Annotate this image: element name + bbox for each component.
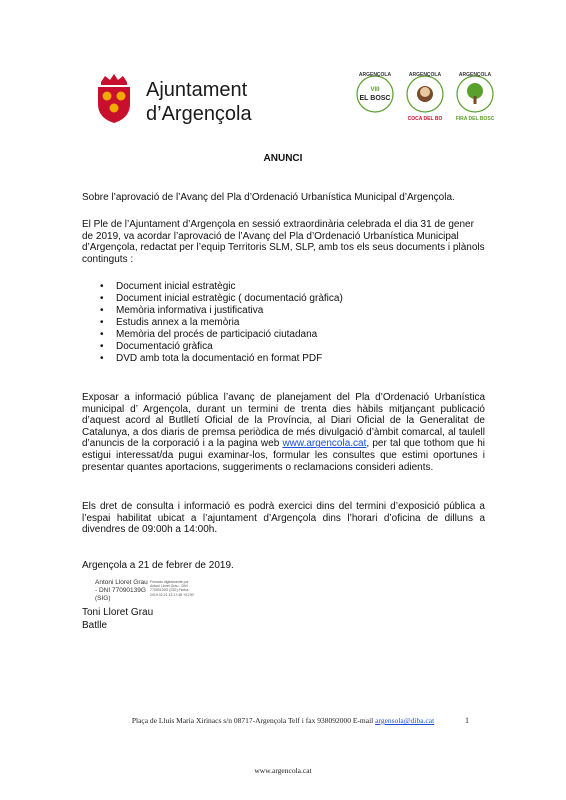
footer-website: www.argencola.cat	[254, 766, 312, 775]
consultation-paragraph: Els dret de consulta i informació es podrà exercici dins del termini d’exposició pública a l’espai habilitat ubicat a l’ajuntament d’Argençola dins l’horari d’oficina de dilluns a divendres de 09:00h a 14:00h.	[82, 501, 485, 536]
organization-name: Ajuntament d’Argençola	[146, 79, 252, 125]
date-line: Argençola a 21 de febrer de 2019.	[82, 560, 234, 571]
page-title: ANUNCI	[263, 153, 303, 164]
page-number: 1	[465, 716, 469, 725]
digital-signature-details: Firmado digitalmente por Antoni Lloret Grau - DNI 77090139G (SIG) Fecha: 2019.02.21 13:17:48 +01'00'	[150, 580, 195, 597]
list-item: • Estudis annex a la memòria	[100, 317, 343, 329]
coca-seal	[402, 70, 448, 128]
seal-title: EL BOSC	[359, 95, 391, 102]
signer-role: Batlle	[82, 620, 108, 631]
seal-top-text: ARGENÇOLA	[358, 72, 392, 78]
svg-text:COCA DEL BO: COCA DEL BO	[407, 116, 443, 122]
list-item: • DVD amb tota la documentació en format PDF	[100, 353, 343, 365]
seal-number: VIII	[370, 87, 380, 93]
el-bosc-seal	[352, 70, 398, 128]
intro-paragraph: Sobre l’aprovació de l’Avanç del Pla d’Ordenació Urbanística Municipal d’Argençola.	[82, 192, 455, 203]
signer-name: Toni Lloret Grau	[82, 607, 154, 618]
svg-text:ARGENÇOLA: ARGENÇOLA	[458, 72, 492, 78]
svg-text:FIRA DEL BOSC: FIRA DEL BOSC	[455, 116, 495, 122]
list-item: • Memòria del procés de participació ciutadana	[100, 329, 343, 341]
coat-of-arms-logo	[93, 74, 135, 124]
list-item: • Document inicial estratègic	[100, 281, 343, 293]
digital-signature-name: Antoni Lloret Grau - DNI 77090139G (SIG)	[95, 579, 148, 602]
email-link[interactable]: argensola@diba.cat	[375, 716, 435, 725]
document-list	[100, 281, 343, 365]
resolution-paragraph: El Ple de l’Ajuntament d’Argençola en sessió extraordinària celebrada el dia 31 de gener de 2019, va acordar l’aprovació de l’Avanç del Pla d’Ordenació Urbanística Municipal d’Argençola, redactat per l’equip Territoris SLM, SLP, amb tos els seus documents i plànols continguts :	[82, 219, 485, 265]
fira-seal	[452, 70, 498, 128]
website-link[interactable]: www.argencola.cat	[282, 438, 367, 450]
footer-address: Plaça de Lluís Maria Xirinacs s/n 08717-Argençola Telf i fax 938092000 E-mail argensola@diba.cat 1	[131, 716, 469, 725]
list-item: • Document inicial estratègic ( documentació gràfica)	[100, 293, 343, 305]
svg-text:ARGENÇOLA: ARGENÇOLA	[408, 72, 442, 78]
public-exposure-paragraph: Exposar a informació pública l’avanç de planejament del Pla d’Ordenació Urbanística municipal d’ Argençola, durant un termini de trenta dies hàbils mitjançant publicació d’aquest acord al Butlletí Oficial de la Província, al Diari Oficial de la Generalitat de Catalunya, a dos diaris de premsa periòdica de més divulgació d’àmbit comarcal, al taulell d’anuncis de la corporació i a la pagina web www.argencola.cat, per tal que tothom que hi estigui interessat/da pugui examinar-los, formular les consultes que estimi oportunes i presentar quantes aportacions, suggeriments o reclamacions consideri adients.	[82, 392, 486, 473]
list-item: • Memòria informativa i justificativa	[100, 305, 343, 317]
list-item: • Documentació gràfica	[100, 341, 343, 353]
